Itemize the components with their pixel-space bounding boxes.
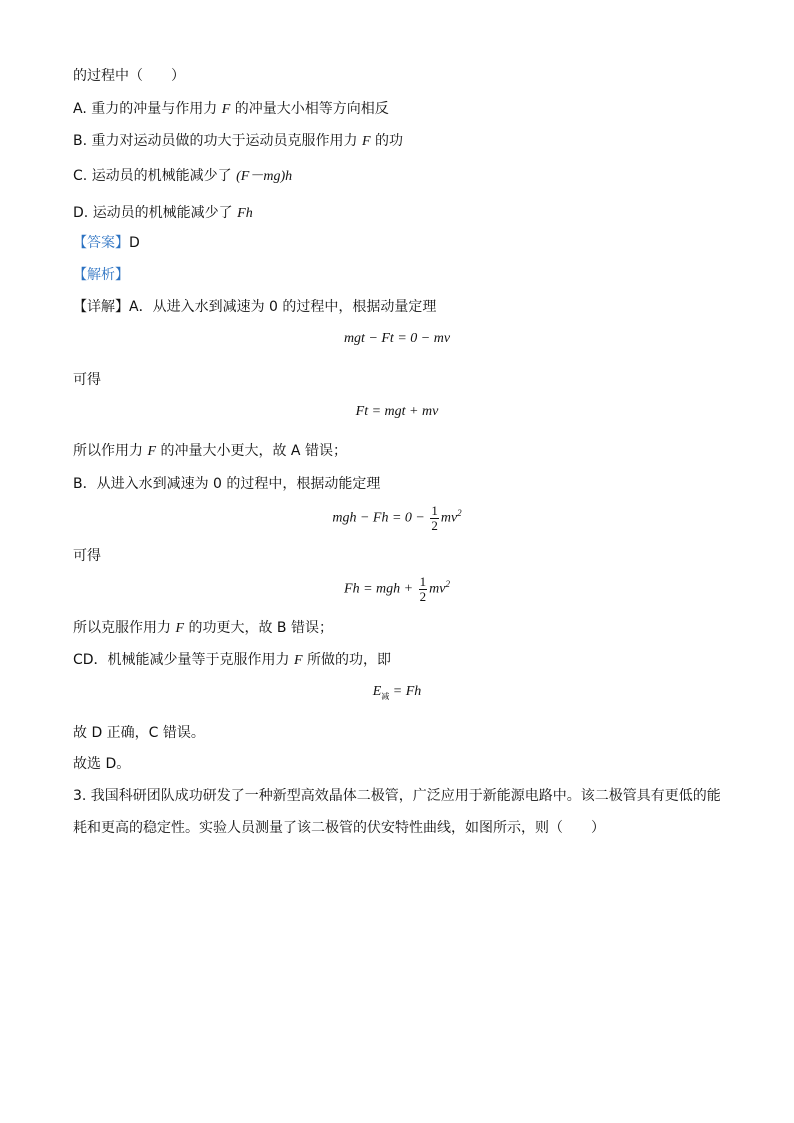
exponent: 2 [445,579,450,590]
expression: (F－mg)h [236,169,293,184]
expression: Fh [237,206,253,221]
variable: F [147,444,157,459]
option-d [73,204,253,223]
equation-2: Ft = mgt + mv [355,404,439,419]
question-3-line-1: 3. 我国科研团队成功研发了一种新型高效晶体二极管，广泛应用于新能源电路中。该二极管具有更低的能 [73,788,721,804]
fraction [430,504,439,533]
numerator: 1 [431,503,438,518]
detail-b-intro: B．从进入水到减速为 0 的过程中，根据动能定理 [73,476,381,492]
option-text: 运动员的机械能减少了 [92,205,233,221]
option-c [73,167,292,186]
text: 所以克服作用力 [73,620,171,636]
equation-1: mgt − Ft = 0 − mv [343,331,451,346]
option-label: C. [73,168,88,184]
question-3-line-2: 耗和更高的稳定性。实验人员测量了该二极管的伏安特性曲线，如图所示，则（ ） [73,820,605,836]
detail-cd-intro [73,651,391,670]
equation-part: mgh − Fh = 0 − [332,510,425,526]
answer-line [73,234,140,252]
equation-5 [0,684,794,702]
option-text: 的冲量大小相等方向相反 [234,101,389,117]
b-conclusion [73,619,333,638]
text: 所做的功，即 [307,652,392,668]
option-text: 的功 [374,133,403,149]
text-kede-1: 可得 [73,372,101,388]
final-choice: 故选 D。 [73,756,131,772]
equation-part: Fh = mgh + [344,581,414,597]
option-label: B. [73,133,88,149]
variable: F [294,653,303,668]
analysis-line [73,266,129,284]
variable: F [175,621,185,636]
detail-tag: 【详解】 [73,299,129,315]
question-2-stem-end: 的过程中（ ） [73,68,185,84]
option-b [73,132,403,151]
answer-tag: 【答案】 [73,235,129,251]
equation-part: mv [429,581,446,597]
equation-3 [0,504,794,533]
equation-part: E [372,684,382,699]
text: 的冲量大小更大，故 A 错误； [160,443,347,459]
a-conclusion [73,442,347,461]
option-text: 运动员的机械能减少了 [91,168,232,184]
fraction [419,575,428,604]
numerator: 1 [419,574,427,589]
subscript: 减 [381,691,390,701]
analysis-tag: 【解析】 [73,267,129,283]
text: CD．机械能减少量等于克服作用力 [73,652,290,668]
option-label: A. [73,101,87,117]
option-text: 重力对运动员做的功大于运动员克服作用力 [91,133,358,149]
option-text: 重力的冲量与作用力 [91,101,218,117]
answer-value: D [129,235,140,251]
exponent: 2 [457,508,462,519]
variable: F [361,134,371,149]
equation-4 [0,575,794,604]
text-kede-2: 可得 [73,548,101,564]
cd-conclusion: 故 D 正确，C 错误。 [73,725,205,741]
denominator: 2 [431,518,438,533]
equation-part: = Fh [392,684,422,699]
option-a [73,100,389,119]
variable: F [221,102,231,117]
text: A．从进入水到减速为 0 的过程中，根据动量定理 [129,299,437,315]
equation-part: mv [440,510,458,526]
detail-a-intro [73,298,436,316]
option-label: D. [73,205,89,221]
denominator: 2 [419,589,427,604]
text: 所以作用力 [73,443,143,459]
text: 的功更大，故 B 错误； [188,620,333,636]
